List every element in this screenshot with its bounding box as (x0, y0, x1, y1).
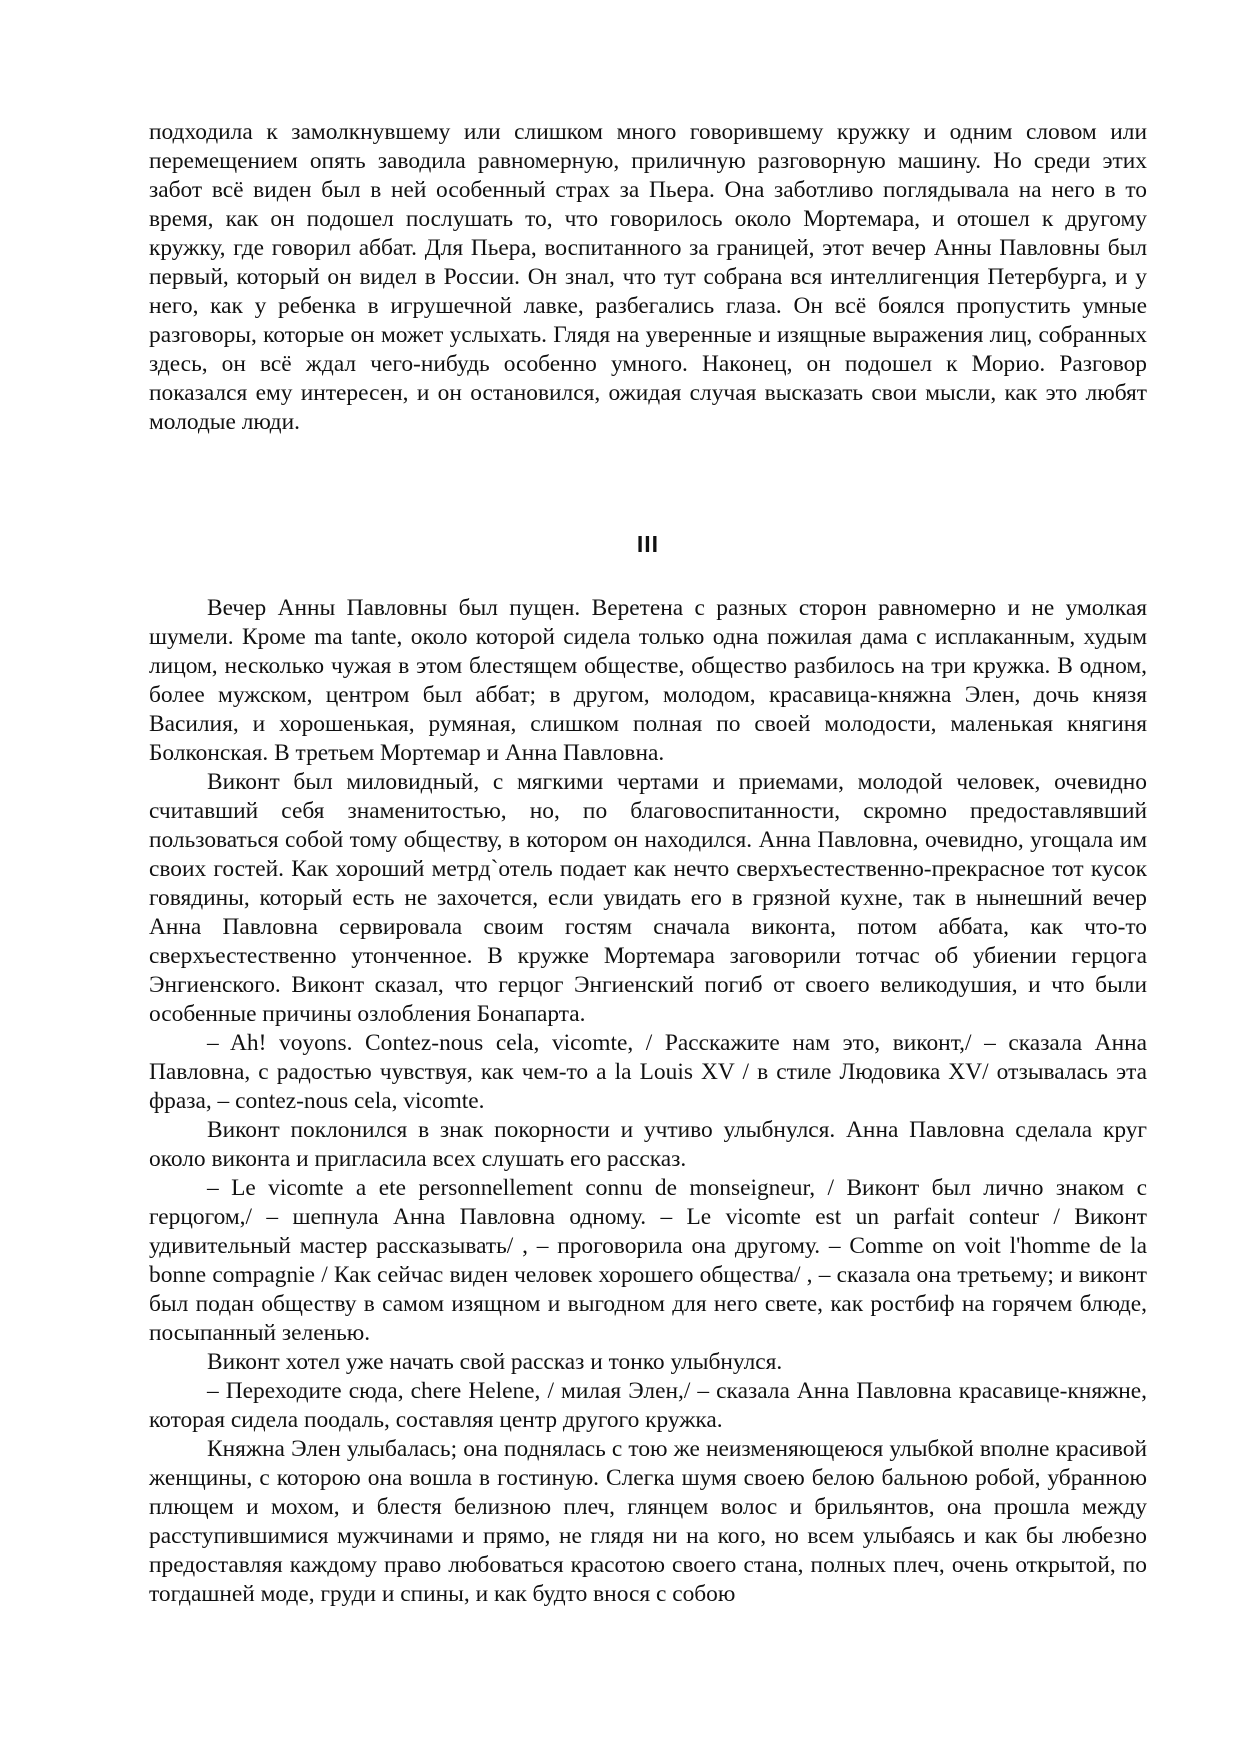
paragraph-continuation: подходила к замолкнувшему или слишком много говорившему кружку и одним словом или перемещением опять заводила равномерную, приличную разговорную машину. Но среди этих забот всё виден был в ней особенный страх за Пьера. Она заботливо поглядывала на него в то время, как он подошел послушать то, что говорилось около Мортемара, и отошел к другому кружку, где говорил аббат. Для Пьера, воспитанного за границей, этот вечер Анны Павловны был первый, который он видел в России. Он знал, что тут собрана вся интеллигенция Петербурга, и у него, как у ребенка в игрушечной лавке, разбегались глаза. Он всё боялся пропустить умные разговоры, которые он может услыхать. Глядя на уверенные и изящные выражения лиц, собранных здесь, он всё ждал чего-нибудь особенно умного. Наконец, он подошел к Морио. Разговор показался ему интересен, и он остановился, ожидая случая высказать свои мысли, как это любят молодые люди. (149, 119, 1147, 435)
paragraph-evening-started: Вечер Анны Павловны был пущен. Веретена с разных сторон равномерно и не умолкая шумели. Кроме ma tante, около которой сидела только одна пожилая дама с исплаканным, худым лицом, несколько чужая в этом блестящем обществе, общество разбилось на три кружка. В одном, более мужском, центром был аббат; в другом, молодом, красавица-княжна Элен, дочь князя Василия, и хорошенькая, румяная, слишком полная по своей молодости, маленькая княгиня Болконская. В третьем Мортемар и Анна Павловна. (149, 595, 1147, 766)
paragraph-viscount-smiled: Виконт хотел уже начать свой рассказ и тонко улыбнулся. (207, 1349, 783, 1375)
paragraph-viscount-bowed: Виконт поклонился в знак покорности и учтиво улыбнулся. Анна Павловна сделала круг около виконта и пригласила всех слушать его рассказ. (149, 1117, 1147, 1172)
paragraph-viscount-description: Виконт был миловидный, с мягкими чертами и приемами, молодой человек, очевидно считавший себя знаменитостью, но, по благовоспитанности, скромно предоставлявший пользоваться собой тому обществу, в котором он находился. Анна Павловна, очевидно, угощала им своих гостей. Как хороший метрд`отель подает как нечто сверхъестественно-прекрасное тот кусок говядины, который есть не захочется, если увидать его в грязной кухне, так в нынешний вечер Анна Павловна сервировала своим гостям сначала виконта, потом аббата, как что-то сверхъестественно утонченное. В кружке Мортемара заговорили тотчас об убиении герцога Энгиенского. Виконт сказал, что герцог Энгиенский погиб от своего великодушия, и что были особенные причины озлобления Бонапарта. (149, 769, 1147, 1027)
chapter-heading: III (636, 531, 660, 557)
paragraph-chere-helene: – Переходите сюда, chere Helene, / милая Элен,/ – сказала Анна Павловна красавице-княжне, которая сидела поодаль, составляя центр другого кружка. (149, 1378, 1147, 1433)
paragraph-princess-helene: Княжна Элен улыбалась; она поднялась с тою же неизменяющеюся улыбкой вполне красивой женщины, с которою она вошла в гостиную. Слегка шумя своею белою бальною робой, убранною плющем и мохом, и блестя белизною плеч, глянцем волос и брильянтов, она прошла между расступившимися мужчинами и прямо, не глядя ни на кого, но всем улыбаясь и как бы любезно предоставляя каждому право любоваться красотою своего стана, полных плеч, очень открытой, по тогдашней моде, груди и спины, и как будто внося с собою (149, 1436, 1147, 1607)
paragraph-contez-nous: – Ah! voyons. Contez-nous cela, vicomte, / Расскажите нам это, виконт,/ – сказала Анна Павловна, с радостью чувствуя, как чем-то a la Louis XV / в стиле Людовика XV/ отзывалась эта фраза, – contez-nous cela, vicomte. (149, 1030, 1147, 1114)
paragraph-le-vicomte: – Le vicomte a ete personnellement connu de monseigneur, / Виконт был лично знаком с герцогом,/ – шепнула Анна Павловна одному. – Le vicomte est un parfait conteur / Виконт удивительный мастер рассказывать/ , – проговорила она другому. – Comme on voit l'homme de la bonne compagnie / Как сейчас виден человек хорошего общества/ , – сказала она третьему; и виконт был подан обществу в самом изящном и выгодном для него свете, как ростбиф на горячем блюде, посыпанный зеленью. (149, 1175, 1147, 1346)
document-page (149, 118, 1147, 1609)
